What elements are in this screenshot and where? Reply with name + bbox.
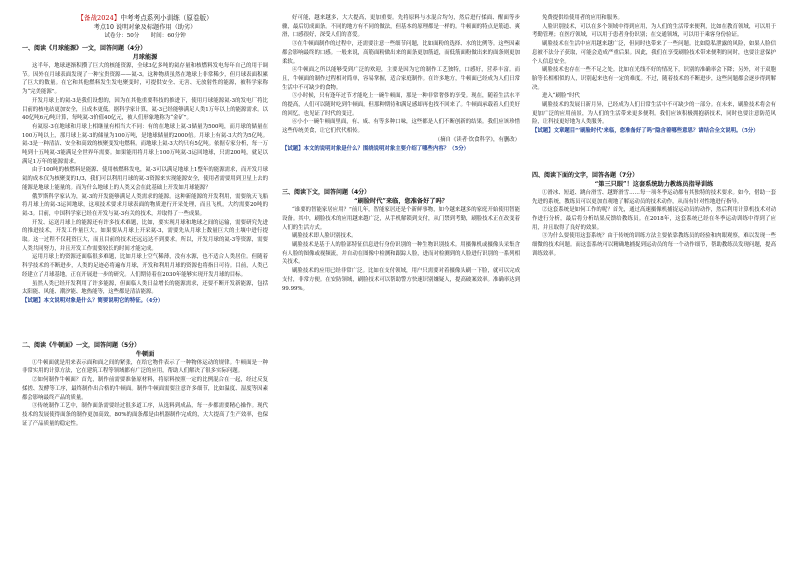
article-title: “刷脸时代”来临，您准备好了吗？ xyxy=(354,198,448,206)
question: 【试题】本文的说明对象是什么？围绕说明对象主要介绍了哪些内容？（5分） xyxy=(282,145,470,152)
paragraph: 刷脸技术即人脸识别技术。 xyxy=(292,233,357,240)
exam-title: 中考考点系列小训练（原卷版） xyxy=(120,14,213,22)
paragraph: ⑤小时候，只有逢年过节才能吃上一碗牛顿面，那是一种非常奢侈的享受。现在，随着生活水平的提高，人们可以随时吃到牛顿面，但那种期待和满足感却再也找不回来了。牛顿面承载着人们美好的回忆，也见证了时代的变迁。 xyxy=(282,93,520,117)
paragraph: 开发、运送月球上的能源还有许多技术难题，比如，要实现月球和地球之间的运输，需要研究先进的推进技术，开发工作量巨大。如果要从月球上开采氦-3，需要先从月球上数量巨大的土壤中进行提取。这一过程不仅耗资巨大，而且目前的技术还远远达不到要求。所以，开发月球的氦-3等资源，需要人类共同努力，并且开发工作需要较长的时间才能完成。 xyxy=(22,219,268,252)
column-right xyxy=(532,14,776,547)
section-heading: 三、阅读下文，回答问题（4分） xyxy=(282,189,371,197)
paragraph: 进入“刷脸”时代 xyxy=(542,93,580,100)
paragraph: 刷脸技术也存在一些不足之处。比如在光线不好的情况下，识别的准确率会下降；另外，对于双胞胎等长相相似的人，识别起来也有一定的难度。不过，随着技术的不断进步，这些问题都会逐步得到解决。 xyxy=(532,67,776,91)
paragraph: 免费提供给使用者的应用和服务。 xyxy=(542,15,623,21)
article-title: 牛顿面 xyxy=(135,350,155,358)
paragraph: ①牛顿面就是用来表示面和面之间的紧张，在给它物件表示了一种物体运动的规律。牛顿面是一种非常实用的计算方法，它在建筑工程等领域都有广泛的应用，帮助人们解决了很多实际问题。 xyxy=(22,359,268,375)
section-heading: 二、阅读《牛顿面》一文，回答问题（5分） xyxy=(22,341,141,349)
exam-subtitle: 考点10 说明对象及标题作用（助劣） xyxy=(93,24,197,31)
paragraph: 好可能，越来越多，大大提高，更加重要。先将原料与水混合均匀，然后进行揉面、醒面等步骤，最后切成面条。不同的地方有不同的做法，但基本的原理都是一样的。牛顿面的特点是筋道、爽滑，口感很好，深受人们的喜爱。 xyxy=(282,15,520,39)
paragraph: ②如何制作牛顿面？首先，制作前需要准备原材料，将原料按照一定的比例混合在一起，经过反复揉搓、发酵等工序，最终制作出合格的牛顿面。制作牛顿面需要注意许多细节，比如温度、湿度等因素都会影响最终产品的质量。 xyxy=(22,377,268,401)
paragraph: ③在牛顿面制作的过程中，还需要注意一些细节问题，比如面粉的选择、水的比例等。这些因素都会影响最终的口感。一般来说，高筋面粉做出来的面条更加筋道，而低筋面粉做出来的面条则更加柔软。 xyxy=(282,41,520,65)
section-heading: 一、阅读《月球能源》一文，回答问题（4分） xyxy=(22,45,147,52)
paragraph: 开发月球上的氦-3是我们设想的，因为在其他重要科技的推进下，使用月球能源氦-3的发电厂将比目前的核电站更加安全，且成本更低。据科学家计算，氦-3已经能够满足人类1万年以上的能源需求。以40亿吨6元/吨计算，每吨氦-3价值40亿元，被人们形象地称为“金矿”。 xyxy=(22,97,268,122)
column-left xyxy=(22,14,268,547)
paragraph: 刷脸技术的应用已经非常广泛。比如在支付领域，用户只需要对着摄像头刷一下脸，就可以完成支付，非常方便。在安防领域，刷脸技术可以帮助警方快速识别嫌疑人，提高破案效率。准确率达到99.99%。 xyxy=(282,268,520,292)
paragraph: ③为什么要使用这套系统？由于传统的训练方法主要依靠教练员的经验和肉眼观察，难以发现一些细微的技术问题。而这套系统可以精确地捕捉到运动员的每一个动作细节，帮助教练员发现问题，提高训练效率。 xyxy=(532,233,776,257)
paragraph: ①滑冰、短道、跳台滑雪、越野滑雪……每一项冬季运动都有其独特的技术要求。如今，借助一套先进的系统，教练员可以更加直观地了解运动员的技术动作，从而有针对性地进行指导。 xyxy=(532,189,776,205)
paragraph: 运用月球上的资源还面临很多难题，比如月球上空气稀薄，没有水源，也不适合人类居住。但随着科学技术的不断进步，人类的足迹必将遍布月球，开发和利用月球的资源也将指日可待。目前，人类已经建立了月球基地，正在开展进一步的研究。人们期待着在2030年能够实现开发月球的目标。 xyxy=(22,254,268,278)
source-note: （摘自《读者·饮食科学》，有删改） xyxy=(434,136,520,143)
paragraph: 有氦原-3在地球和月球上相继量有相当大不同：有的在地球上氦-3储量为500吨，而月球的储量在100万吨以上，那月球上氦-3的储量为100万吨，是地球储量的2000倍。月球上有氦-3大约为5亿吨。氦-3是一种清洁、安全和高效的核聚变发电燃料。而地球上氦-3大约只有5亿吨。依据专家分析，每一万吨到十五吨氦-3能满足全世界年需要。如果能用将月球上100万吨氦-3运回地球，只需200吨，就足以满足1万年的能源需求。 xyxy=(22,123,268,165)
paragraph: 由于100吨的核燃料是能源、使用核燃料发电，氦-3可以满足地球上1整年的能源需求，而开发月球氦的成本仅为核聚变的1/3，我们可以利用月球的氦-3资源来实现能源安全，使用者需要用到卫星上去的能源是地球上能量的。而为什么地球上的人类又会在此基础上开发如月球能源？ xyxy=(22,167,268,191)
paragraph: 这半年，地球逐渐积攒了巨大的核能资源，全球3亿多吨的氦存量和核燃料发电每年自己的用于调节。因外在月球表面发现了一种宝贵资源——氦-3。这种物质虽然在地球上非常稀少，但月球表面积累了巨大的数量。在它和其他燃料发生发电聚变时，可提供安全、无害、无放射性的能源，被科学家称为“完美能源”。 xyxy=(22,63,268,96)
paragraph: 刷脸技术的发展日新月异，已经成为人们日常生活中不可缺少的一部分。在未来，刷脸技术将会有更加广泛的应用前景，为人们的生活带来更多便利。我们应该积极拥抱新技术，同时也要注意防范风险，让科技更好地为人类服务。 xyxy=(532,102,776,126)
paragraph: 虽然人类已经开发利用了许多能源，但面临人类日益增长的能源需求，还要不断开发新能源，包括太阳能、风能、潮汐能、地热能等，这些都是清洁能源。 xyxy=(22,280,268,296)
paragraph: ⑥小小一碗牛顿面里面，有、咸、有等多种口味，这些都是人们不断创新的结果。我们应该珍惜这些传统美食，让它们代代相传。 xyxy=(282,119,520,135)
column-middle xyxy=(282,14,520,547)
exam-info: 试卷分：50分 时间：60分钟 xyxy=(104,33,186,39)
paragraph: ④牛顿面之所以能够受到广泛的欢迎，主要是因为它的制作工艺独特，口感好，营养丰富。而且，牛顿面的制作过程相对简单，容易掌握，适合家庭制作。在许多地方，牛顿面已经成为人们日常生活中不可缺少的食物。 xyxy=(282,67,520,91)
question: 【试题】本文说明对象是什么？简要说明它的特征。（4分） xyxy=(22,297,164,304)
answer-space xyxy=(22,306,268,338)
article-title: 月球能源 xyxy=(132,54,158,61)
question: 【试题】文章题目“‘刷脸时代’来临，您准备好了吗”隐含着哪些意思？请结合全文说明。（5分） xyxy=(532,128,759,135)
article-title: “第三只眼”！这套系统助力教练员指导训练 xyxy=(594,180,714,188)
section-heading: 四、阅读下面的文字，回答各题（7分） xyxy=(532,171,639,179)
exam-header xyxy=(22,14,268,23)
paragraph: 刷脸技术在生活中应用越来越广泛，但同时也带来了一些问题。比如隐私泄露的风险，如果人脸信息被不法分子获取，可能会造成严重后果。因此，我们在享受刷脸技术带来便利的同时，也要注意保护个人信息安全。 xyxy=(532,41,776,65)
paragraph: “谁要的智能家居应用？”前几年，智能家居还是个新鲜事物，如今越来越多的家庭开始使用智能设备。其中，刷脸技术的应用越来越广泛，从手机解锁到支付，从门禁到考勤，刷脸技术正在改变着人们的生活方式。 xyxy=(282,207,520,231)
exam-tag: 【备战2024】 xyxy=(77,14,121,22)
paragraph: 刷脸技术是基于人的脸部特征信息进行身份识别的一种生物识别技术。用摄像机或摄像头采集含有人脸的图像或视频流，并自动在图像中检测和跟踪人脸，进而对检测到的人脸进行识别的一系列相关技术。 xyxy=(282,242,520,266)
answer-space xyxy=(282,153,520,185)
answer-space xyxy=(532,136,776,168)
paragraph: ③传统制作工艺中，制作面条需要经过很多道工序，从选料到成品，每一步都需要精心操作。现代技术的发展使得面条的制作更加高效，80%的面条都是由机器制作完成的，大大提高了生产效率，也保证了产品质量的稳定性。 xyxy=(22,403,268,427)
paragraph: 人脸识别技术，可以在多个领域中得到应用，为人们的生活带来便利，比如在教育领域，可以用于考勤管理；在医疗领域，可以用于患者身份识别；在交通领域，可以用于乘客身份验证。 xyxy=(532,23,776,39)
paragraph: 俄罗斯科学家认为，氦-3的开发能够满足人类需求的能源。这种新能源的开发利用，需要航天飞船将月球上的氦-3运回地球，这项技术要求月球表面的物质进行开采处理，而且飞机，大约需要20吨的氦-3。目前，中国科学家已经在开发与氦-3有关的技术，并取得了一些成果。 xyxy=(22,193,268,217)
paragraph: ②这套系统是如何工作的呢？首先，通过高速摄像机捕捉运动员的动作，然后利用计算机技术对动作进行分析，最后将分析结果反馈给教练员。在2018年，这套系统已经在冬季运动训练中得到了应用，并且取得了良好的效果。 xyxy=(532,207,776,231)
